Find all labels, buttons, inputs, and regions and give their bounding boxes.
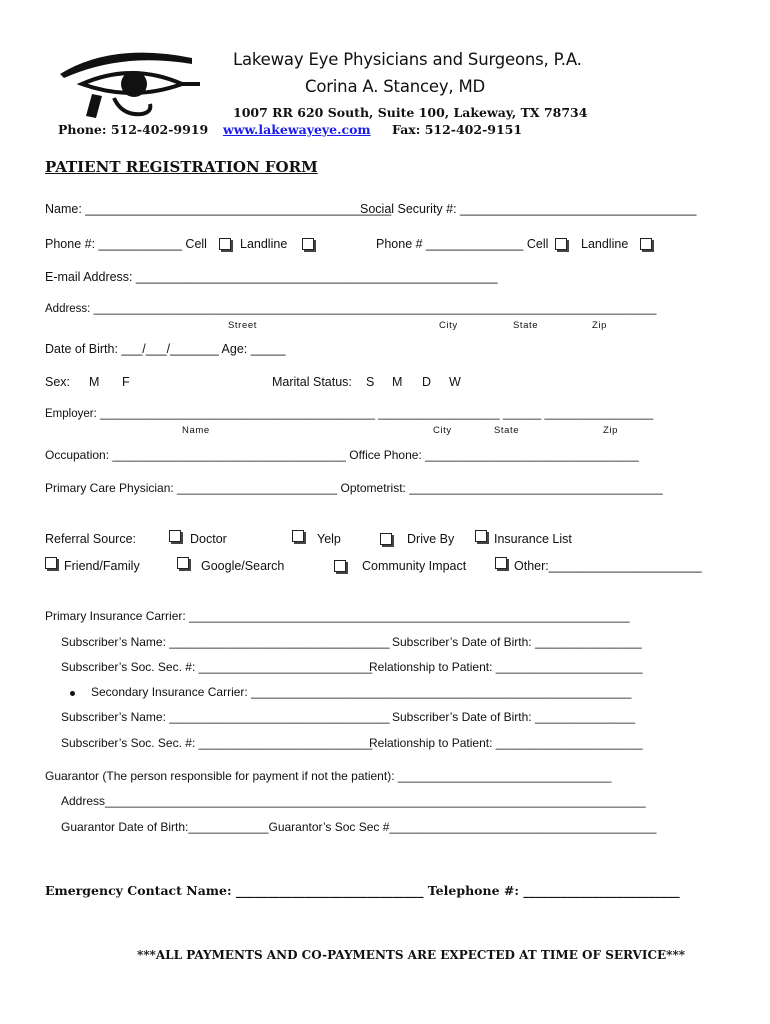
landline-checkbox-1[interactable] <box>302 238 314 250</box>
referral-friend-family-checkbox[interactable] <box>45 557 57 569</box>
referral-insurance-list-checkbox[interactable] <box>475 530 487 542</box>
referral-community-impact-checkbox[interactable] <box>334 560 346 572</box>
name-field[interactable]: Name: ____________________________________________ <box>45 202 392 216</box>
primary-insurance-field[interactable]: Primary Insurance Carrier: __________________________________________________________________ <box>45 609 630 623</box>
employer-city-label: City <box>433 425 452 436</box>
employer-name-label: Name <box>182 425 210 436</box>
subscriber-dob-field-2[interactable]: Subscriber’s Date of Birth: _______________ <box>392 710 636 724</box>
referral-yelp-label: Yelp <box>317 532 341 546</box>
sex-option-f[interactable]: F <box>122 375 130 389</box>
address-zip-label: Zip <box>592 320 607 331</box>
doctor-name: Corina A. Stancey, MD <box>305 77 486 96</box>
subscriber-name-field-2[interactable]: Subscriber’s Name: _________________________________ <box>61 710 390 724</box>
form-title: PATIENT REGISTRATION FORM <box>45 158 318 176</box>
referral-source-label: Referral Source: <box>45 532 137 546</box>
practice-fax: Fax: 512-402-9151 <box>392 122 523 137</box>
sex-option-m[interactable]: M <box>89 375 100 389</box>
emergency-contact-field[interactable]: Emergency Contact Name: ______________________________ Telephone #: _________________________ <box>45 883 680 898</box>
bullet-icon <box>70 691 75 696</box>
referral-google-search-checkbox[interactable] <box>177 557 189 569</box>
referral-community-impact-label: Community Impact <box>362 559 467 573</box>
ssn-field[interactable]: Social Security #: __________________________________ <box>360 202 697 216</box>
subscriber-name-field-1[interactable]: Subscriber’s Name: _________________________________ <box>61 635 390 649</box>
address-state-label: State <box>513 320 539 331</box>
payment-notice: ***ALL PAYMENTS AND CO-PAYMENTS ARE EXPECTED AT TIME OF SERVICE*** <box>137 948 685 962</box>
phone-field-1[interactable]: Phone #: ____________ Cell <box>45 237 207 251</box>
marital-option-m[interactable]: M <box>392 375 403 389</box>
email-field[interactable]: E-mail Address: ____________________________________________________ <box>45 270 498 284</box>
occupation-field[interactable]: Occupation: ___________________________________ Office Phone: ________________________________ <box>45 448 639 462</box>
marital-status-label: Marital Status: <box>272 375 352 389</box>
address-field[interactable]: Address: ________________________________________________________________________________________ <box>45 303 657 315</box>
secondary-insurance-field[interactable]: Secondary Insurance Carrier: _________________________________________________________ <box>91 685 632 699</box>
referral-other-field[interactable]: Other:______________________ <box>514 559 702 573</box>
landline-label-1: Landline <box>240 237 288 251</box>
address-city-label: City <box>439 320 458 331</box>
phone-field-2[interactable]: Phone # ______________ Cell <box>376 237 549 251</box>
practice-name: Lakeway Eye Physicians and Surgeons, P.A. <box>233 50 582 69</box>
practice-phone: Phone: 512-402-9919 <box>58 122 209 137</box>
eye-of-horus-icon <box>52 44 202 124</box>
sex-label: Sex: <box>45 375 71 389</box>
subscriber-dob-field-1[interactable]: Subscriber’s Date of Birth: ________________ <box>392 635 642 649</box>
subscriber-ssn-field-2[interactable]: Subscriber’s Soc. Sec. #: __________________________ <box>61 736 373 750</box>
marital-option-s[interactable]: S <box>366 375 375 389</box>
referral-drive-by-checkbox[interactable] <box>380 533 392 545</box>
address-street-label: Street <box>228 320 257 331</box>
referral-insurance-list-label: Insurance List <box>494 532 572 546</box>
referral-doctor-label: Doctor <box>190 532 227 546</box>
marital-option-d[interactable]: D <box>422 375 432 389</box>
subscriber-ssn-field-1[interactable]: Subscriber’s Soc. Sec. #: __________________________ <box>61 660 373 674</box>
pcp-field[interactable]: Primary Care Physician: ________________________ Optometrist: ______________________________________ <box>45 481 663 495</box>
referral-doctor-checkbox[interactable] <box>169 530 181 542</box>
guarantor-field[interactable]: Guarantor (The person responsible for payment if not the patient): ________________________________ <box>45 769 612 783</box>
guarantor-dob-ssn-field[interactable]: Guarantor Date of Birth:____________Guarantor’s Soc Sec #________________________________________ <box>61 820 657 834</box>
landline-label-2: Landline <box>581 237 629 251</box>
dob-field[interactable]: Date of Birth: ___/___/_______ Age: _____ <box>45 342 286 356</box>
guarantor-address-field[interactable]: Address_________________________________________________________________________________ <box>61 794 646 808</box>
relationship-field-1[interactable]: Relationship to Patient: ______________________ <box>369 660 643 674</box>
website-link[interactable]: www.lakewayeye.com <box>223 122 371 137</box>
cell-checkbox-2[interactable] <box>555 238 567 250</box>
cell-checkbox-1[interactable] <box>219 238 231 250</box>
relationship-field-2[interactable]: Relationship to Patient: ______________________ <box>369 736 643 750</box>
referral-friend-family-label: Friend/Family <box>64 559 140 573</box>
referral-yelp-checkbox[interactable] <box>292 530 304 542</box>
practice-address: 1007 RR 620 South, Suite 100, Lakeway, TX 78734 <box>233 105 588 120</box>
employer-state-label: State <box>494 425 520 436</box>
marital-option-w[interactable]: W <box>449 375 461 389</box>
referral-google-search-label: Google/Search <box>201 559 285 573</box>
landline-checkbox-2[interactable] <box>640 238 652 250</box>
referral-other-checkbox[interactable] <box>495 557 507 569</box>
logo <box>52 44 202 124</box>
employer-zip-label: Zip <box>603 425 618 436</box>
referral-drive-by-label: Drive By <box>407 532 455 546</box>
employer-field[interactable]: Employer: ___________________________________________ ___________________ ______ _________________ <box>45 408 654 420</box>
